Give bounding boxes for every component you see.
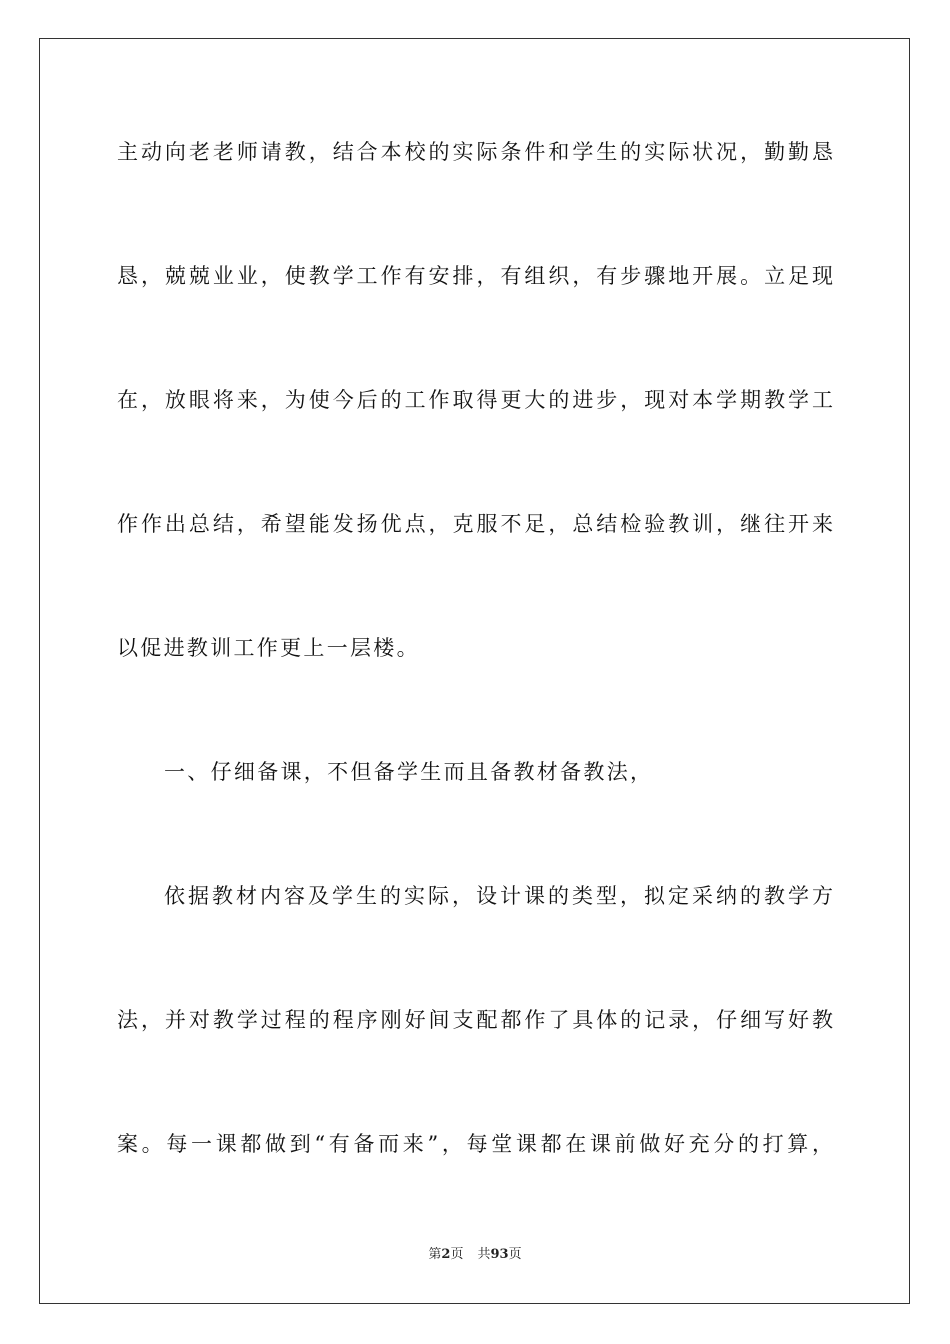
paragraph-line-9: 案。每一课都做到“有备而来”，每堂课都在课前做好充分的打算，: [117, 1132, 833, 1156]
page-suffix: 页: [450, 1247, 464, 1262]
page-footer: [0, 1247, 950, 1263]
total-suffix: 页: [508, 1247, 522, 1262]
paragraph-line-4: 作作出总结，希望能发扬优点，克服不足，总结检验教训，继往开来: [117, 512, 833, 536]
total-pages: 93: [490, 1247, 509, 1262]
page-border: [39, 38, 910, 1304]
paragraph-line-7: 依据教材内容及学生的实际，设计课的类型，拟定采纳的教学方: [164, 884, 833, 908]
paragraph-line-3: 在，放眼将来，为使今后的工作取得更大的进步，现对本学期教学工: [117, 388, 833, 412]
section-heading: 一、仔细备课，不但备学生而且备教材备教法，: [164, 760, 654, 784]
page-prefix: 第: [428, 1247, 442, 1262]
total-prefix: 共: [477, 1247, 491, 1262]
paragraph-line-2: 恳，兢兢业业，使教学工作有安排，有组织，有步骤地开展。立足现: [117, 264, 833, 288]
page-number: 2: [441, 1247, 451, 1262]
paragraph-line-1: 主动向老老师请教，结合本校的实际条件和学生的实际状况，勤勤恳: [117, 140, 833, 164]
paragraph-line-5: 以促进教训工作更上一层楼。: [117, 636, 420, 660]
paragraph-line-8: 法，并对教学过程的程序刚好间支配都作了具体的记录，仔细写好教: [117, 1008, 833, 1032]
